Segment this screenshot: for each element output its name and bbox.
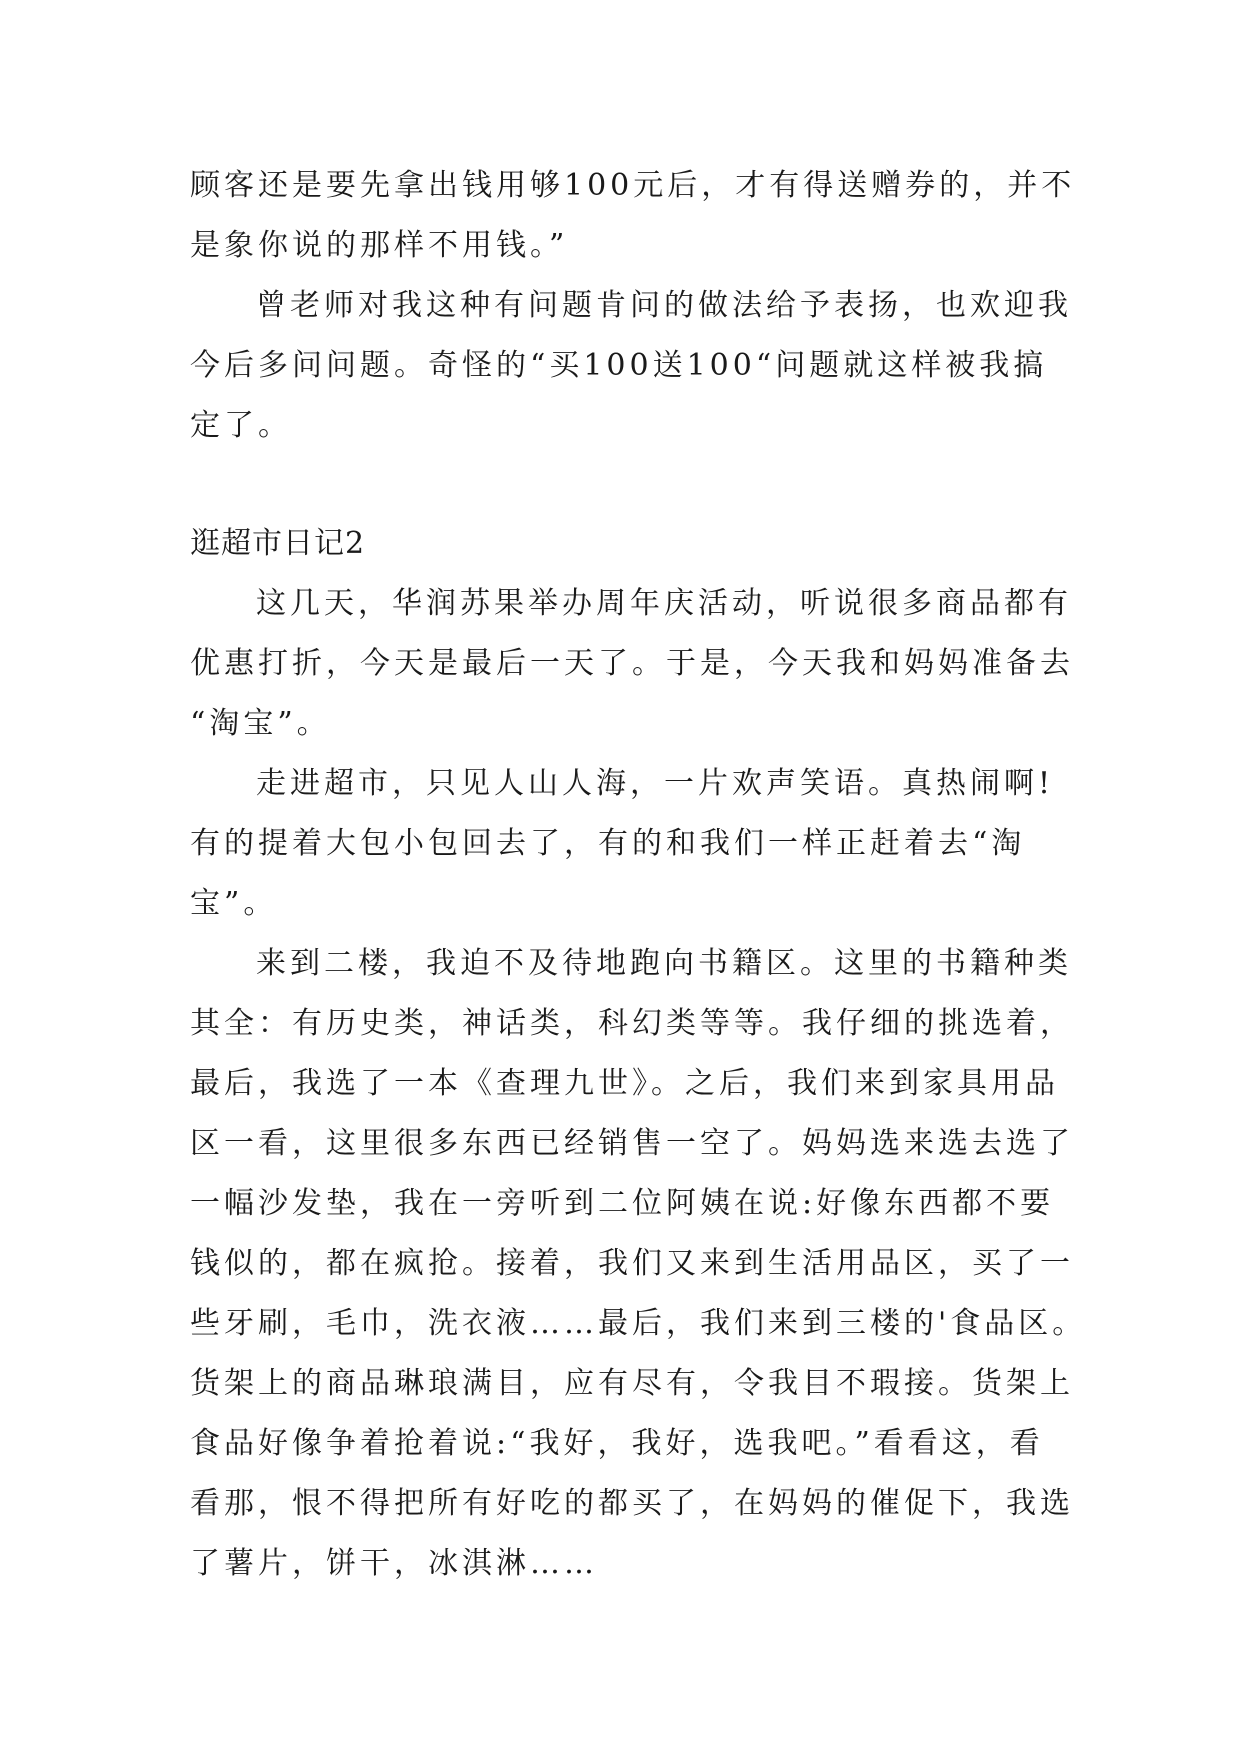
text-line: 一幅沙发垫，我在一旁听到二位阿姨在说:好像东西都不要 (190, 1186, 1055, 1221)
text-line: 今后多问问题。奇怪的“买100送100“问题就这样被我搞 (190, 348, 1048, 383)
text-line: 些牙刷，毛巾，洗衣液……最后，我们来到三楼的'食品区。 (190, 1306, 1087, 1341)
text-line: 这几天，华润苏果举办周年庆活动，听说很多商品都有 (256, 586, 1072, 621)
text-line: 是象你说的那样不用钱。” (190, 228, 569, 263)
text-line: “淘宝”。 (190, 706, 331, 741)
text-line: 钱似的，都在疯抢。接着，我们又来到生活用品区，买了一 (190, 1246, 1074, 1281)
text-line: 来到二楼，我迫不及待地跑向书籍区。这里的书籍种类 (256, 946, 1072, 981)
text-line: 最后，我选了一本《查理九世》。之后，我们来到家具用品 (190, 1066, 1059, 1101)
text-line: 其全：有历史类，神话类，科幻类等等。我仔细的挑选着， (190, 1006, 1074, 1041)
text-line: 曾老师对我这种有问题肯问的做法给予表扬，也欢迎我 (256, 288, 1072, 323)
text-line: 定了。 (190, 408, 292, 443)
text-line: 宝”。 (190, 886, 278, 921)
text-line: 顾客还是要先拿出钱用够100元后，才有得送赠券的，并不 (190, 168, 1076, 203)
text-line: 货架上的商品琳琅满目，应有尽有，令我目不瑕接。货架上 (190, 1366, 1074, 1401)
text-line: 看那，恨不得把所有好吃的都买了，在妈妈的催促下，我选 (190, 1486, 1074, 1521)
text-line: 食品好像争着抢着说:“我好，我好，选我吧。”看看这，看 (190, 1426, 1044, 1461)
text-line: 有的提着大包小包回去了，有的和我们一样正赶着去“淘 (190, 826, 1026, 861)
section-title: 逛超市日记2 (190, 526, 366, 561)
text-line: 优惠打折，今天是最后一天了。于是，今天我和妈妈准备去 (190, 646, 1074, 681)
text-line: 区一看，这里很多东西已经销售一空了。妈妈选来选去选了 (190, 1126, 1074, 1161)
text-line: 走进超市，只见人山人海，一片欢声笑语。真热闹啊! (256, 766, 1055, 801)
text-line: 了薯片，饼干，冰淇淋…… (190, 1546, 598, 1581)
